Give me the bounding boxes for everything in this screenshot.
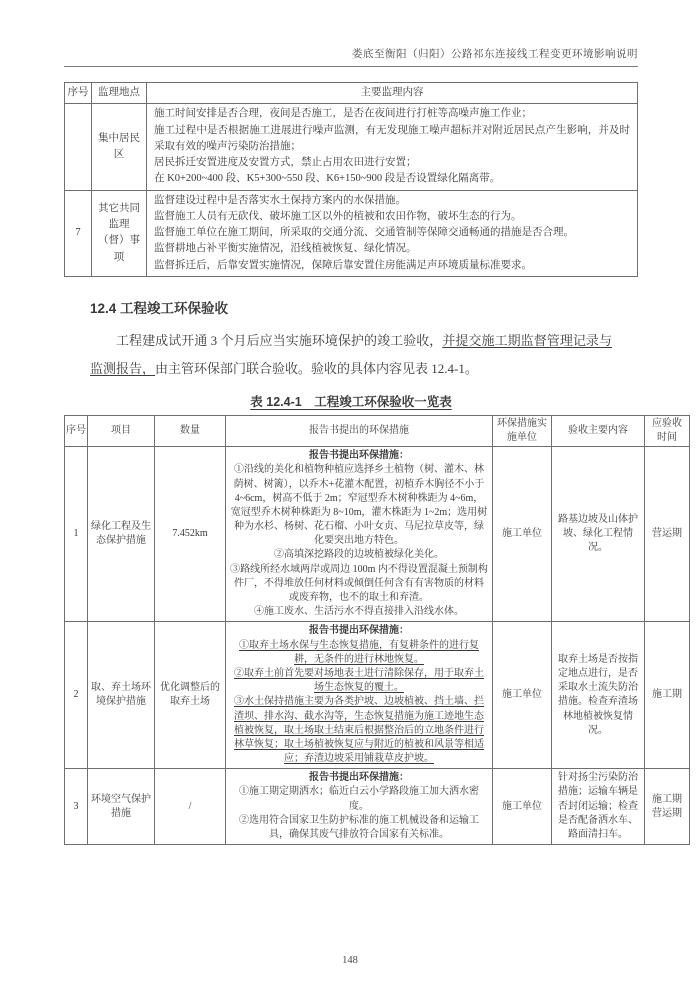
check-time-line: 施工期 — [652, 793, 682, 805]
section-paragraph — [90, 327, 612, 383]
measure-item: ①施工期定期洒水；临近白云小学路段施工加大洒水密度。 — [239, 786, 479, 812]
page-number: 148 — [342, 955, 358, 966]
monitoring-table-header-row — [65, 83, 638, 104]
measure-item: ①沿线的美化和植物种植应选择乡土植物（树、灌木、林荫树、树篱），以乔木+花灌木配置，初植乔木胸径不小于 4~6cm，树高不低于 2m；窄冠型乔木树种株距为 4~6m，宽冠型乔木树种株距为 8~10m，灌木株距为 1~2m；选用树种为水杉、杨树、花石榴、小叶女贞、马尼拉草皮等，绿化要突出地方特色。 — [230, 464, 488, 547]
content-line: 监督施工单位在施工期间，所采取的交通分流、交通管制等保障交通畅通的措施是否合理。 — [154, 227, 574, 239]
header-seq: 序号 — [65, 83, 92, 104]
paragraph-text: 工程建成试开通 3 个月后应当实施环境保护的竣工验收， — [116, 332, 443, 348]
quantity-cell: 7.452km — [155, 447, 226, 622]
acceptance-table — [64, 415, 690, 845]
header-check-time: 应验收时间 — [645, 415, 690, 446]
content-line: 监督建设过程中是否落实水土保持方案内的水保措施。 — [154, 194, 406, 206]
quantity-cell: / — [155, 769, 226, 845]
table-row — [65, 769, 690, 845]
header-check-content: 验收主要内容 — [552, 415, 645, 446]
section-heading: 12.4 工程竣工环保验收 — [90, 300, 229, 316]
measure-item: ③水土保持措施主要为各类护坡、边坡植被、挡土墙、拦渣坝、排水沟、截水沟等，生态恢复措施为施工迹地生态植被恢复，取土场取土结束后根据整治后的立地条件进行林草恢复；取土场植被恢复应与附近的植被和风景等相适应；弃渣边坡采用铺栽草皮护坡。 — [234, 696, 484, 765]
check-time-cell: 营运期 — [645, 447, 690, 622]
measures-cell — [226, 622, 493, 769]
measure-item: ①取弃土场水保与生态恢复措施，有复耕条件的进行复耕，无条件的进行林地恢复。 — [239, 639, 479, 665]
measures-cell — [226, 769, 493, 845]
seq-cell: 3 — [65, 769, 88, 845]
seq-cell — [65, 104, 92, 190]
content-line: 施工时间安排是否合理，夜间是否施工，是否在夜间进行打桩等高噪声施工作业； — [154, 108, 532, 120]
paragraph-underlined-text: 并提交施工期监督管理记录与监测报告， — [90, 332, 612, 376]
table-row — [65, 190, 638, 276]
table-caption: 表 12.4-1 工程竣工环保验收一览表 — [250, 394, 452, 409]
quantity-cell: 优化调整后的取弃土场 — [155, 622, 226, 769]
measure-item: ②高填深挖路段的边坡植被绿化美化。 — [274, 549, 444, 561]
location-cell: 集中居民区 — [92, 104, 147, 190]
check-content-cell: 取弃土场是否按指定地点进行，是否采取水土流失防治措施。检查弃渣场林地植被恢复情况。 — [552, 622, 645, 769]
impl-unit-cell: 施工单位 — [493, 447, 552, 622]
acceptance-table-header-row — [65, 415, 690, 446]
measure-item: ③路线所经水域两岸或周边 100m 内不得设置混凝土预制构件厂，不得堆放任何材料或倾倒任何含有有害物质的材料或废弃物，也不的取土和弃渣。 — [230, 563, 488, 604]
header-seq: 序号 — [65, 415, 88, 446]
content-line: 监督拆迁后，后靠安置实施情况，保障后靠安置住房能满足声环境质量标准要求。 — [154, 259, 532, 271]
location-cell: 其它共同监理（督）事项 — [92, 190, 147, 276]
content-line: 监督耕地占补平衡实施情况，沿线植被恢复、绿化情况。 — [154, 243, 417, 255]
check-content-cell: 针对扬尘污染防治措施；运输车辆是否封闭运输；检查是否配备洒水车、路面清扫车。 — [552, 769, 645, 845]
content-line: 在 K0+200~400 段、K5+300~550 段、K6+150~900 段是否设置绿化隔离带。 — [154, 173, 501, 185]
paragraph-text: 由主管环保部门联合验收。验收的具体内容见表 12.4-1。 — [155, 360, 478, 376]
item-cell: 绿化工程及生态保护措施 — [88, 447, 155, 622]
measures-cell — [226, 447, 493, 622]
measures-title: 报告书提出环保措施： — [309, 772, 409, 784]
impl-unit-cell: 施工单位 — [493, 622, 552, 769]
seq-cell: 1 — [65, 447, 88, 622]
check-content-cell: 路基边坡及山体护坡、绿化工程情况。 — [552, 447, 645, 622]
seq-cell: 2 — [65, 622, 88, 769]
header-item: 项目 — [88, 415, 155, 446]
item-cell: 取、弃土场环境保护措施 — [88, 622, 155, 769]
check-time-cell — [645, 769, 690, 845]
content-cell — [147, 104, 638, 190]
header-main-content: 主要监理内容 — [147, 83, 638, 104]
content-line: 监督施工人员有无砍伐、破坏施工区以外的植被和农田作物，破坏生态的行为。 — [154, 210, 522, 222]
check-time-line: 营运期 — [652, 807, 682, 819]
table-row — [65, 622, 690, 769]
seq-cell: 7 — [65, 190, 92, 276]
measures-title: 报告书提出环保措施： — [309, 625, 409, 637]
content-cell — [147, 190, 638, 276]
impl-unit-cell: 施工单位 — [493, 769, 552, 845]
header-location: 监理地点 — [92, 83, 147, 104]
header-quantity: 数量 — [155, 415, 226, 446]
check-time-cell: 施工期 — [645, 622, 690, 769]
measures-title: 报告书提出环保措施： — [309, 450, 409, 462]
measure-item: ②选用符合国家卫生防护标准的施工机械设备和运输工具，确保其废气排放符合国家有关标准。 — [239, 814, 479, 841]
table-row — [65, 447, 690, 622]
header-impl-unit: 环保措施实施单位 — [493, 415, 552, 446]
content-line: 施工过程中是否根据施工进展进行噪声监测，有无发现施工噪声超标并对附近居民点产生影响，并及时采取有效的噪声污染防治措施； — [154, 124, 630, 152]
table-row — [65, 104, 638, 190]
measure-item: ②取弃土前首先要对场地表土进行清除保存，用于取弃土场生态恢复的覆土。 — [234, 667, 484, 694]
header-measures: 报告书提出的环保措施 — [226, 415, 493, 446]
page-header-title: 娄底至衡阳（归阳）公路祁东连接线工程变更环境影响说明 — [64, 46, 638, 67]
content-line: 居民拆迁安置进度及安置方式，禁止占用农田进行安置； — [154, 157, 417, 169]
monitoring-table — [64, 82, 638, 277]
item-cell: 环境空气保护措施 — [88, 769, 155, 845]
measure-item: ④施工废水、生活污水不得直接排入沿线水体。 — [254, 606, 464, 618]
